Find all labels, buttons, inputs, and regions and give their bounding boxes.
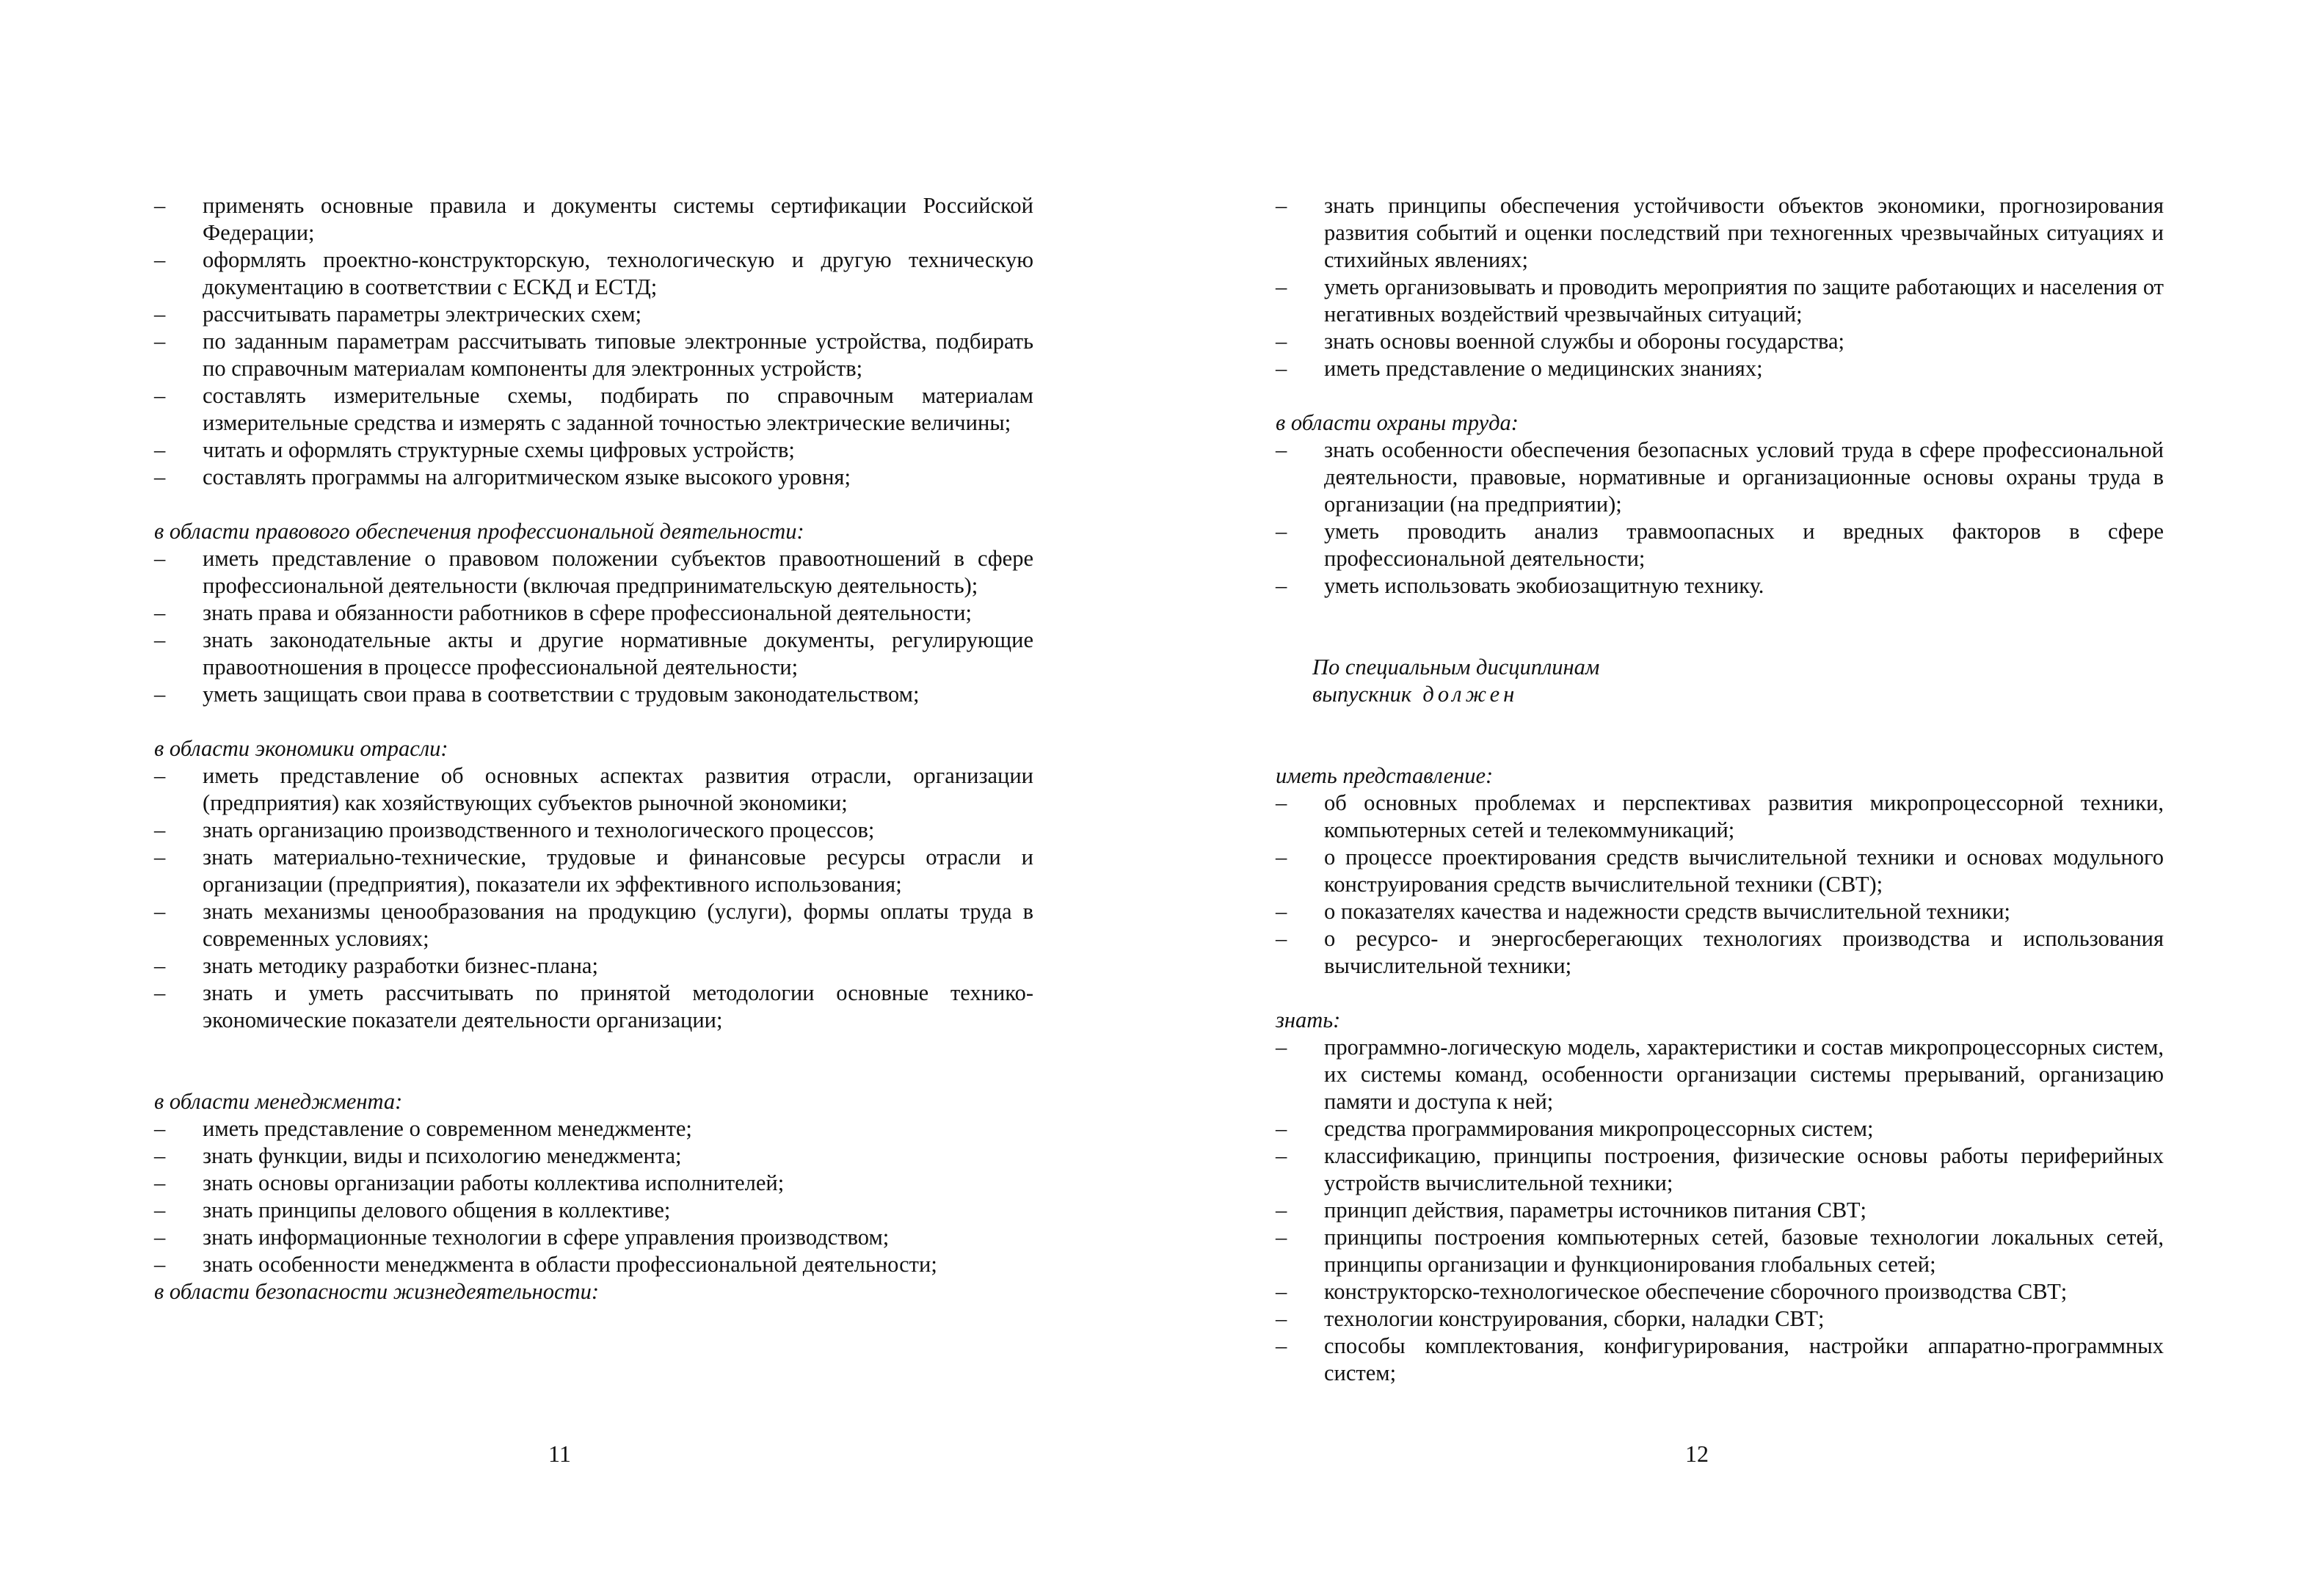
list-item: – знать и уметь рассчитывать по принятой методологии основные технико-экономические показатели деятельности организации; [154, 980, 1033, 1034]
list-item: – принципы построения компьютерных сетей, базовые технологии локальных сетей, принципы организации и функционирования глобальных сетей; [1276, 1224, 2164, 1278]
list-item: – технологии конструирования, сборки, наладки СВТ; [1276, 1305, 2164, 1333]
list-item: – иметь представление об основных аспектах развития отрасли, организации (предприятия) как хозяйствующих субъектов рыночной экономики; [154, 762, 1033, 817]
list-item: – иметь представление о медицинских знаниях; [1276, 355, 2164, 382]
special-disciplines-heading [1312, 654, 2164, 708]
management-list [154, 1115, 1033, 1278]
list-item: – знать принципы обеспечения устойчивости объектов экономики, прогнозирования развития событий и оценки последствий при техногенных чрезвычайных ситуациях и стихийных явлениях; [1276, 192, 2164, 274]
intro-list [154, 192, 1033, 491]
special-heading-line2 [1312, 681, 2164, 708]
list-item: – знать информационные технологии в сфере управления производством; [154, 1224, 1033, 1251]
list-item: – средства программирования микропроцессорных систем; [1276, 1115, 2164, 1143]
safety-section-title: в области безопасности жизнедеятельности: [154, 1279, 600, 1304]
safety-list [1276, 192, 2164, 382]
management-section-title: в области менеджмента: [154, 1089, 403, 1114]
list-item: – о ресурсо- и энергосберегающих технологиях производства и использования вычислительной техники; [1276, 925, 2164, 980]
labor-section-title: в области охраны труда: [1276, 410, 1519, 435]
list-item: – знать методику разработки бизнес-плана; [154, 952, 1033, 980]
list-item: – знать основы организации работы коллектива исполнителей; [154, 1170, 1033, 1197]
list-item: – программно-логическую модель, характеристики и состав микропроцессорных систем, их системы команд, особенности организации системы прерываний, организацию памяти и доступа к ней; [1276, 1034, 2164, 1115]
represent-list [1276, 790, 2164, 980]
law-section-title: в области правового обеспечения профессиональной деятельности: [154, 519, 804, 544]
list-item: – иметь представление о современном менеджменте; [154, 1115, 1033, 1143]
list-item: – конструкторско-технологическое обеспечение сборочного производства СВТ; [1276, 1278, 2164, 1305]
list-item: – знать особенности обеспечения безопасных условий труда в сфере профессиональной деятельности, правовые, нормативные и организационные основы охраны труда в организации (на предприятии); [1276, 437, 2164, 518]
know-list [1276, 1034, 2164, 1387]
economics-list [154, 762, 1033, 1034]
list-item: – о показателях качества и надежности средств вычислительной техники; [1276, 898, 2164, 925]
list-item: – принцип действия, параметры источников питания СВТ; [1276, 1197, 2164, 1224]
list-item: – знать материально-технические, трудовые и финансовые ресурсы отрасли и организации (предприятия), показатели их эффективного использования; [154, 844, 1033, 898]
economics-section-title: в области экономики отрасли: [154, 736, 448, 761]
list-item: – о процессе проектирования средств вычислительной техники и основах модульного конструирования средств вычислительной техники (СВТ); [1276, 844, 2164, 898]
special-heading-line1: По специальным дисциплинам [1312, 655, 1600, 679]
list-item: – иметь представление о правовом положении субъектов правоотношений в сфере профессиональной деятельности (включая предпринимательскую деятельность); [154, 545, 1033, 600]
list-item: – классификацию, принципы построения, физические основы работы периферийных устройств вычислительной техники; [1276, 1143, 2164, 1197]
list-item: – способы комплектования, конфигурирования, настройки аппаратно-программных систем; [1276, 1333, 2164, 1387]
list-item: – знать принципы делового общения в коллективе; [154, 1197, 1033, 1224]
page-number-left: 11 [548, 1440, 571, 1467]
special-heading-spaced: должен [1422, 682, 1519, 707]
list-item: – составлять программы на алгоритмическом языке высокого уровня; [154, 464, 1033, 491]
list-item: – составлять измерительные схемы, подбирать по справочным материалам измерительные средства и измерять с заданной точностью электрические величины; [154, 382, 1033, 437]
list-item: – знать функции, виды и психологию менеджмента; [154, 1143, 1033, 1170]
list-item: – знать особенности менеджмента в области профессиональной деятельности; [154, 1251, 1033, 1278]
list-item: – читать и оформлять структурные схемы цифровых устройств; [154, 437, 1033, 464]
list-item: – знать организацию производственного и технологического процессов; [154, 817, 1033, 844]
list-item: – оформлять проектно-конструкторскую, технологическую и другую техническую документацию в соответствии с ЕСКД и ЕСТД; [154, 247, 1033, 301]
list-item: – рассчитывать параметры электрических схем; [154, 301, 1033, 328]
right-page [1276, 192, 2164, 1387]
left-page [154, 192, 1033, 1305]
list-item: – уметь использовать экобиозащитную технику. [1276, 572, 2164, 600]
special-heading-prefix: выпускник [1312, 682, 1412, 707]
list-item: – применять основные правила и документы системы сертификации Российской Федерации; [154, 192, 1033, 247]
list-item: – уметь защищать свои права в соответствии с трудовым законодательством; [154, 681, 1033, 708]
list-item: – знать основы военной службы и обороны государства; [1276, 328, 2164, 355]
list-item: – уметь организовывать и проводить мероприятия по защите работающих и населения от негативных воздействий чрезвычайных ситуаций; [1276, 274, 2164, 328]
know-section-title: знать: [1276, 1007, 1341, 1032]
law-list [154, 545, 1033, 708]
represent-section-title: иметь представление: [1276, 763, 1494, 788]
list-item: – по заданным параметрам рассчитывать типовые электронные устройства, подбирать по справочным материалам компоненты для электронных устройств; [154, 328, 1033, 382]
list-item: – уметь проводить анализ травмоопасных и вредных факторов в сфере профессиональной деятельности; [1276, 518, 2164, 572]
page-number-right: 12 [1685, 1440, 1709, 1467]
list-item: – знать права и обязанности работников в сфере профессиональной деятельности; [154, 600, 1033, 627]
list-item: – знать законодательные акты и другие нормативные документы, регулирующие правоотношения в процессе профессиональной деятельности; [154, 627, 1033, 681]
list-item: – об основных проблемах и перспективах развития микропроцессорной техники, компьютерных сетей и телекоммуникаций; [1276, 790, 2164, 844]
list-item: – знать механизмы ценообразования на продукцию (услуги), формы оплаты труда в современных условиях; [154, 898, 1033, 952]
labor-list [1276, 437, 2164, 600]
